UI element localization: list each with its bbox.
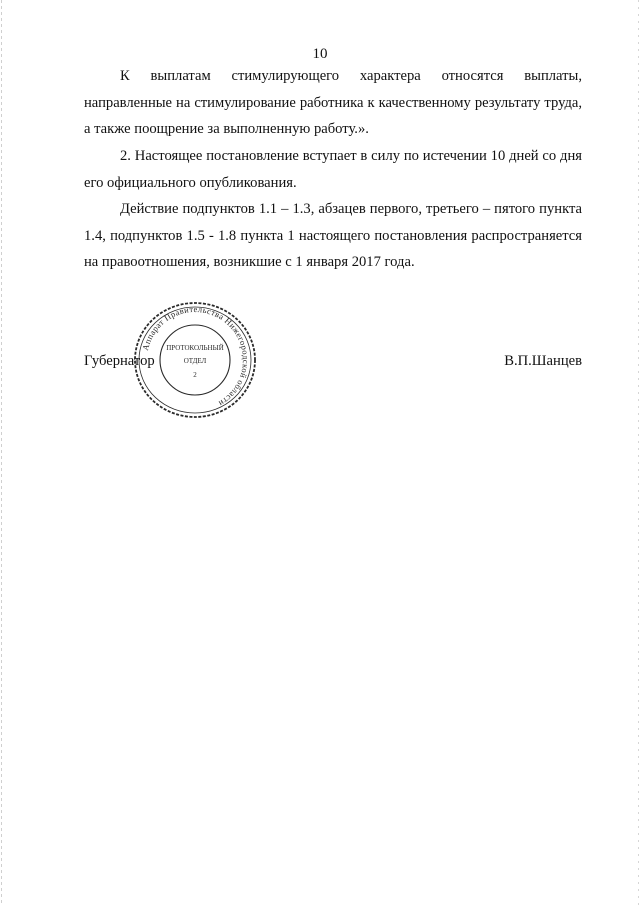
paragraph-applicability: Действие подпунктов 1.1 – 1.3, абзацев первого, третьего – пятого пункта 1.4, подпунктов 1.5 - 1.8 пункта 1 настоящего постановления распространяется на правоотношения, возникшие с 1 января 2017 года.: [84, 201, 582, 270]
seal-center-line1: ПРОТОКОЛЬНЫЙ: [166, 344, 224, 352]
paragraph-incentive-payments: К выплатам стимулирующего характера относятся выплаты, направленные на стимулирование работника к качественному результату труда, а также поощрение за выполненную работу.».: [84, 68, 582, 137]
signatory-name: В.П.Шанцев: [504, 353, 582, 369]
seal-center-line2: ОТДЕЛ: [183, 357, 207, 365]
page-number: 10: [312, 46, 328, 62]
paragraph-effective-date: 2. Настоящее постановление вступает в силу по истечении 10 дней со дня его официального опубликования.: [84, 148, 582, 191]
seal-center-number: 2: [193, 371, 197, 379]
official-seal-stamp: [130, 300, 260, 420]
scan-edge-left: [1, 0, 2, 905]
signatory-position: Губернатор: [84, 353, 155, 369]
scan-edge-right: [638, 0, 639, 905]
seal-ring-text: Аппарат Правительства Нижегородской области: [139, 303, 252, 410]
